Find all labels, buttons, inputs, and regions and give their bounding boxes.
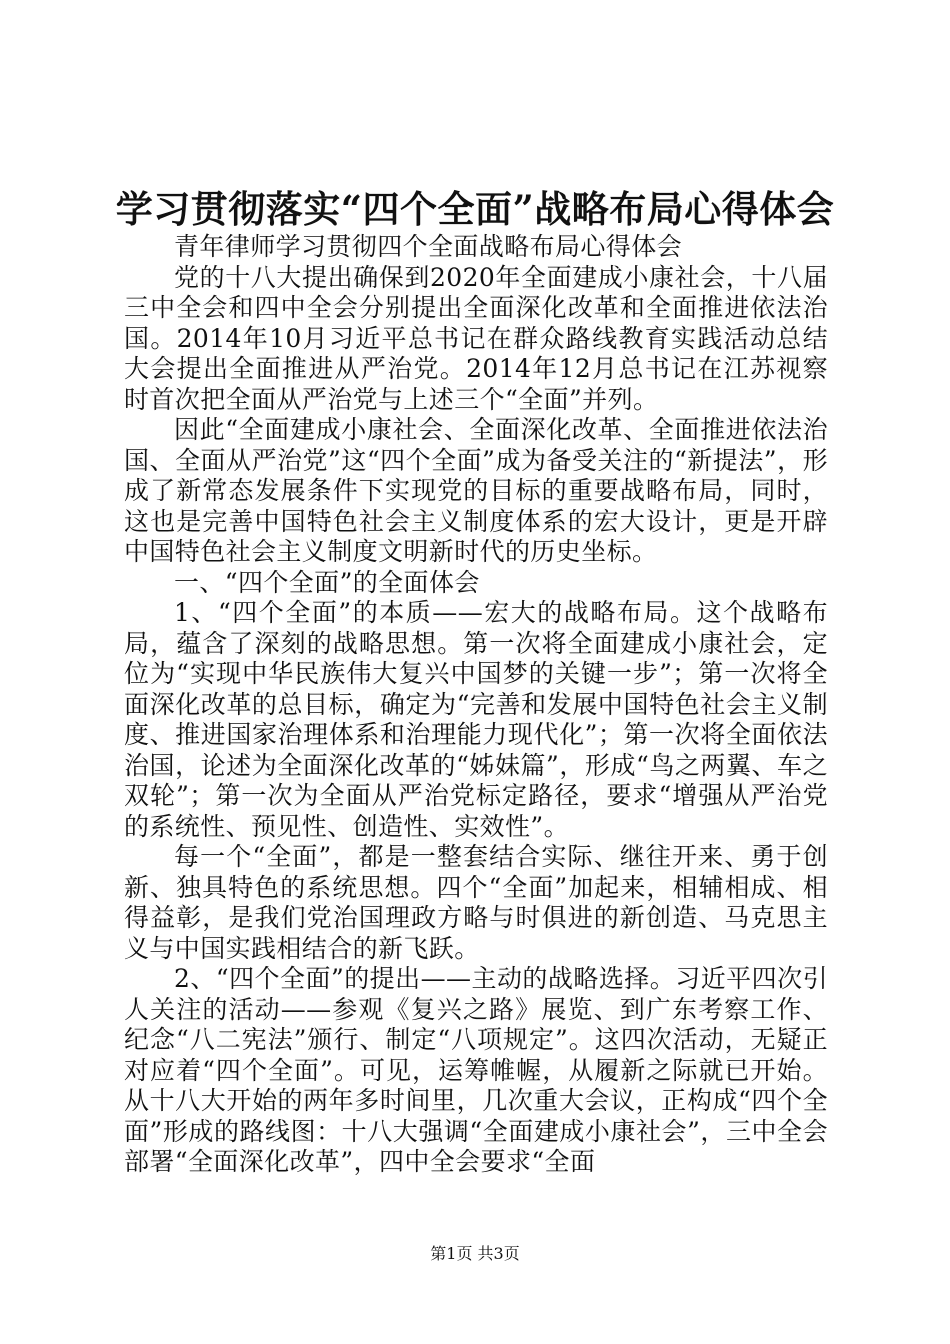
section-heading: 一、“四个全面”的全面体会 xyxy=(174,567,480,597)
paragraph-subtitle: 青年律师学习贯彻四个全面战略布局心得体会 xyxy=(174,232,683,261)
paragraph: 每一个“全面”，都是一整套结合实际、继往开来、勇于创新、独具特色的系统思想。四个“全面”加起来，相辅相成、相得益彰，是我们党治国理政方略与时俱进的新创造、马克思主义与中国实践相结合的新飞跃。 xyxy=(124,842,828,963)
paragraph: 1、“四个全面”的本质——宏大的战略布局。这个战略布局，蕴含了深刻的战略思想。第一次将全面建成小康社会，定位为“实现中华民族伟大复兴中国梦的关键一步”；第一次将全面深化改革的总目标，确定为“完善和发展中国特色社会主义制度、推进国家治理体系和治理能力现代化”；第一次将全面依法治国，论述为全面深化改革的“姊妹篇”，形成“鸟之两翼、车之双轮”；第一次为全面从严治党标定路径，要求“增强从严治党的系统性、预见性、创造性、实效性”。 xyxy=(124,598,828,841)
paragraph: 党的十八大提出确保到2020年全面建成小康社会，十八届三中全会和四中全会分别提出全面深化改革和全面推进依法治国。2014年10月习近平总书记在群众路线教育实践活动总结大会提出全面推进从严治党。2014年12月总书记在江苏视察时首次把全面从严治党与上述三个“全面”并列。 xyxy=(124,262,828,414)
document-title: 学习贯彻落实“四个全面”战略布局心得体会 xyxy=(115,187,835,231)
paragraph: 因此“全面建成小康社会、全面深化改革、全面推进依法治国、全面从严治党”这“四个全面”成为备受关注的“新提法”，形成了新常态发展条件下实现党的目标的重要战略布局，同时，这也是完善中国特色社会主义制度体系的宏大设计，更是开辟中国特色社会主义制度文明新时代的历史坐标。 xyxy=(124,415,828,566)
paragraph: 2、“四个全面”的提出——主动的战略选择。习近平四次引人关注的活动——参观《复兴之路》展览、到广东考察工作、纪念“八二宪法”颁行、制定“八项规定”。这四次活动，无疑正对应着“四个全面”。可见，运筹帷幄，从履新之际就已开始。从十八大开始的两年多时间里，几次重大会议，正构成“四个全面”形成的路线图：十八大强调“全面建成小康社会”，三中全会部署“全面深化改革”，四中全会要求“全面 xyxy=(124,964,828,1176)
page-footer: 第1页 共3页 xyxy=(430,1244,520,1263)
document-body xyxy=(124,232,828,1178)
